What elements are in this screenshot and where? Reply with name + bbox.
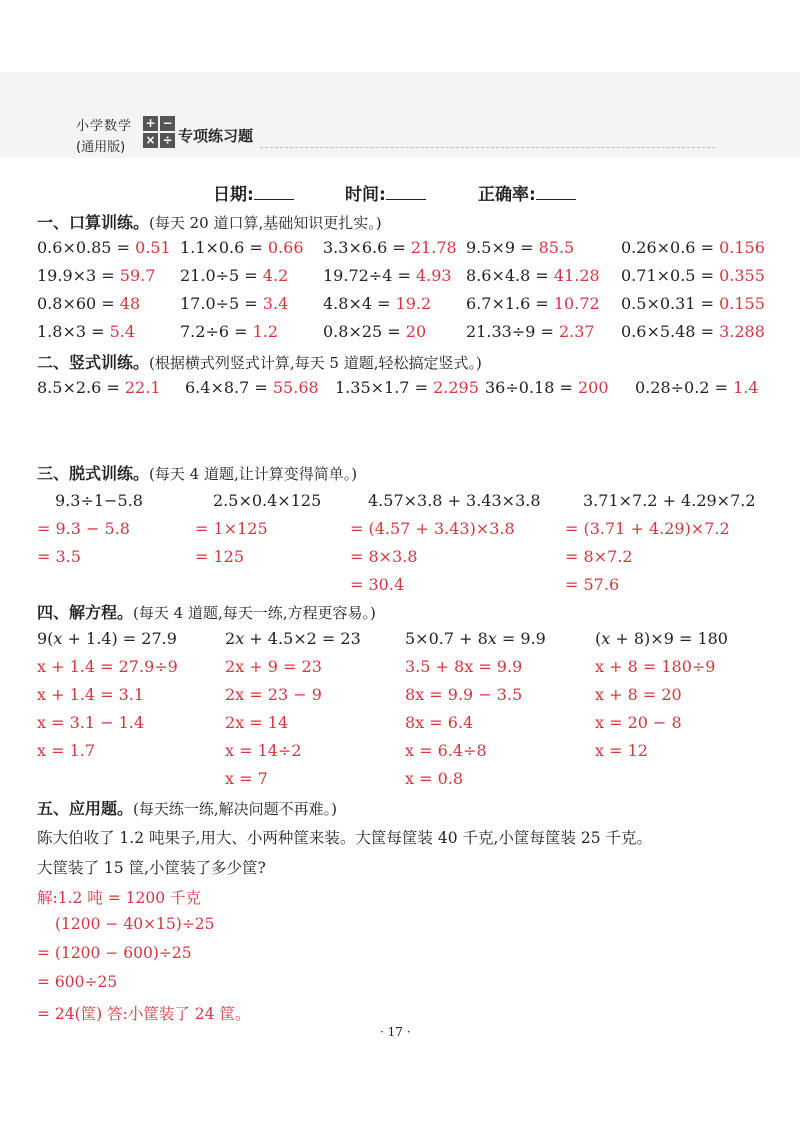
oral-answer: 59.7 xyxy=(119,266,156,285)
oral-question: 3.3×6.6 = xyxy=(323,238,411,257)
oral-question: 0.6×0.85 = xyxy=(37,238,136,257)
equation-step: x = 20 − 8 xyxy=(595,713,682,732)
section-word-heading xyxy=(37,796,337,819)
off-problem: 3.71×7.2 + 4.29×7.2 xyxy=(583,491,756,510)
oral-question: 21.0÷5 = xyxy=(180,266,263,285)
vertical-question: 8.5×2.6 = xyxy=(37,378,125,397)
equation-step: 2x = 23 − 9 xyxy=(225,685,322,704)
equation-problem xyxy=(37,629,177,648)
date-field xyxy=(213,180,294,205)
equation-step: x = 12 xyxy=(595,741,648,760)
off-step: = 1×125 xyxy=(195,519,268,538)
oral-answer: 4.93 xyxy=(415,266,452,285)
oral-answer: 3.4 xyxy=(262,294,289,313)
equation-problem-post: + 8)×9 = 180 xyxy=(610,629,728,648)
equation-step: x = 1.7 xyxy=(37,741,96,760)
oral-answer: 5.4 xyxy=(109,322,136,341)
equation-step: 8x = 6.4 xyxy=(405,713,474,732)
equation-step: x + 1.4 = 27.9÷9 xyxy=(37,657,178,676)
section-note: (每天 4 道题,每天一练,方程更容易。) xyxy=(133,604,376,622)
equation-problem-post: + 1.4) = 27.9 xyxy=(62,629,177,648)
off-step: = 9.3 − 5.8 xyxy=(37,519,130,538)
equation-step: x + 8 = 20 xyxy=(595,685,682,704)
oral-item xyxy=(37,322,135,341)
oral-answer: 41.28 xyxy=(553,266,600,285)
oral-question: 0.6×5.48 = xyxy=(621,322,720,341)
oral-question: 0.26×0.6 = xyxy=(621,238,720,257)
equation-variable: x xyxy=(235,629,245,648)
oral-question: 21.33÷9 = xyxy=(466,322,559,341)
oral-answer: 85.5 xyxy=(538,238,575,257)
minus-icon: − xyxy=(160,116,175,131)
times-icon: × xyxy=(143,133,158,148)
solution-line: = (1200 − 600)÷25 xyxy=(37,944,192,962)
vertical-item xyxy=(635,378,759,397)
oral-answer: 0.156 xyxy=(719,238,765,257)
equation-step: 3.5 + 8x = 9.9 xyxy=(405,657,523,676)
accuracy-field xyxy=(478,180,576,205)
equation-step: 2x + 9 = 23 xyxy=(225,657,322,676)
oral-item xyxy=(180,294,288,313)
oral-item xyxy=(621,322,765,341)
equation-problem xyxy=(595,629,728,648)
oral-item xyxy=(621,294,765,313)
oral-item xyxy=(323,322,426,341)
oral-item xyxy=(466,294,600,313)
oral-question: 19.9×3 = xyxy=(37,266,120,285)
section-note: (每天 4 道题,让计算变得简单。) xyxy=(149,465,358,483)
oral-answer: 48 xyxy=(119,294,141,313)
equation-variable: x xyxy=(487,629,497,648)
section-title: 四、解方程。 xyxy=(37,603,134,622)
oral-answer: 0.155 xyxy=(719,294,765,313)
header-divider xyxy=(260,147,715,148)
oral-question: 0.8×60 = xyxy=(37,294,120,313)
oral-question: 0.5×0.31 = xyxy=(621,294,720,313)
time-blank xyxy=(386,183,426,200)
oral-answer: 0.51 xyxy=(135,238,171,257)
oral-question: 8.6×4.8 = xyxy=(466,266,554,285)
oral-item xyxy=(37,238,171,257)
oral-question: 0.8×25 = xyxy=(323,322,406,341)
oral-item xyxy=(466,266,600,285)
operator-icons xyxy=(143,116,176,150)
topic-title: 专项练习题 xyxy=(178,127,254,145)
equation-problem-pre: ( xyxy=(595,629,602,648)
oral-item xyxy=(323,294,431,313)
off-problem: 2.5×0.4×125 xyxy=(213,491,322,510)
off-step: = (3.71 + 4.29)×7.2 xyxy=(565,519,730,538)
oral-answer: 3.288 xyxy=(719,322,765,341)
divide-icon: ÷ xyxy=(160,133,175,148)
oral-answer: 0.66 xyxy=(267,238,304,257)
equation-step: 2x = 14 xyxy=(225,713,289,732)
off-problem: 9.3÷1−5.8 xyxy=(55,491,143,510)
oral-item xyxy=(621,266,765,285)
oral-question: 6.7×1.6 = xyxy=(466,294,554,313)
equation-problem-post: + 4.5×2 = 23 xyxy=(244,629,361,648)
oral-item xyxy=(180,266,288,285)
oral-answer: 21.78 xyxy=(410,238,457,257)
off-step: = (4.57 + 3.43)×3.8 xyxy=(350,519,515,538)
series-title: 小学数学 xyxy=(76,119,133,134)
section-title: 三、脱式训练。 xyxy=(37,464,150,483)
section-title: 二、竖式训练。 xyxy=(37,353,150,372)
vertical-item xyxy=(185,378,319,397)
oral-question: 7.2÷6 = xyxy=(180,322,253,341)
equation-step: x + 1.4 = 3.1 xyxy=(37,685,145,704)
word-problem-line-1: 陈大伯收了 1.2 吨果子,用大、小两种筐来装。大筐每筐装 40 千克,小筐每筐装 25 千克。 xyxy=(37,829,653,847)
accuracy-label: 正确率: xyxy=(478,185,536,205)
oral-question: 9.5×9 = xyxy=(466,238,539,257)
section-vertical-heading xyxy=(37,350,482,373)
plus-icon: + xyxy=(143,116,158,131)
solution-line: 解:1.2 吨 = 1200 千克 xyxy=(37,889,202,907)
vertical-answer: 2.295 xyxy=(433,378,479,397)
solution-line: (1200 − 40×15)÷25 xyxy=(55,915,215,933)
section-oral-heading xyxy=(37,210,382,233)
off-problem: 4.57×3.8 + 3.43×3.8 xyxy=(368,491,541,510)
accuracy-blank xyxy=(536,183,576,200)
date-blank xyxy=(254,183,294,200)
vertical-question: 0.28÷0.2 = xyxy=(635,378,734,397)
equation-step: x = 3.1 − 1.4 xyxy=(37,713,145,732)
vertical-question: 36÷0.18 = xyxy=(485,378,578,397)
equation-step: x + 8 = 180÷9 xyxy=(595,657,716,676)
off-step: = 3.5 xyxy=(37,547,81,566)
word-problem-line-2: 大筐装了 15 筐,小筐装了多少筐? xyxy=(37,859,266,877)
section-note: (每天练一练,解决问题不再难。) xyxy=(133,800,337,818)
oral-answer: 1.2 xyxy=(252,322,279,341)
equation-problem-pre: 5×0.7 + 8 xyxy=(405,629,488,648)
vertical-answer: 55.68 xyxy=(272,378,319,397)
equation-step: x = 0.8 xyxy=(405,769,464,788)
equation-step: x = 14÷2 xyxy=(225,741,302,760)
off-step: = 125 xyxy=(195,547,245,566)
equation-problem-pre: 9( xyxy=(37,629,54,648)
vertical-item xyxy=(485,378,609,397)
oral-item xyxy=(323,238,457,257)
oral-item xyxy=(466,322,595,341)
section-off-heading xyxy=(37,461,357,484)
equation-variable: x xyxy=(53,629,63,648)
section-title: 一、口算训练。 xyxy=(37,213,150,232)
oral-question: 0.71×0.5 = xyxy=(621,266,720,285)
oral-item xyxy=(37,294,140,313)
series-edition: (通用版) xyxy=(76,140,126,155)
vertical-answer: 22.1 xyxy=(124,378,161,397)
equation-step: 8x = 9.9 − 3.5 xyxy=(405,685,523,704)
oral-answer: 19.2 xyxy=(395,294,432,313)
oral-question: 19.72÷4 = xyxy=(323,266,416,285)
time-field xyxy=(345,180,426,205)
oral-item xyxy=(180,238,304,257)
vertical-question: 1.35×1.7 = xyxy=(335,378,434,397)
off-step: = 8×7.2 xyxy=(565,547,633,566)
vertical-item xyxy=(335,378,479,397)
equation-step: x = 6.4÷8 xyxy=(405,741,487,760)
section-title: 五、应用题。 xyxy=(37,799,134,818)
time-label: 时间: xyxy=(345,185,386,205)
oral-answer: 4.2 xyxy=(262,266,289,285)
equation-variable: x xyxy=(601,629,611,648)
vertical-question: 6.4×8.7 = xyxy=(185,378,273,397)
oral-item xyxy=(37,266,155,285)
solution-line: = 600÷25 xyxy=(37,973,118,991)
off-step: = 30.4 xyxy=(350,575,405,594)
section-note: (每天 20 道口算,基础知识更扎实。) xyxy=(149,214,382,232)
equation-problem xyxy=(225,629,361,648)
equation-problem-post: = 9.9 xyxy=(496,629,546,648)
page-number: · 17 · xyxy=(380,1025,411,1039)
off-step: = 57.6 xyxy=(565,575,620,594)
equation-problem-pre: 2 xyxy=(225,629,236,648)
solution-line: = 24(筐) 答:小筐装了 24 筐。 xyxy=(37,1005,251,1023)
vertical-item xyxy=(37,378,161,397)
equation-step: x = 7 xyxy=(225,769,268,788)
oral-answer: 10.72 xyxy=(553,294,600,313)
oral-item xyxy=(180,322,278,341)
oral-question: 1.1×0.6 = xyxy=(180,238,268,257)
oral-item xyxy=(621,238,765,257)
section-note: (根据横式列竖式计算,每天 5 道题,轻松搞定竖式。) xyxy=(149,354,482,372)
oral-question: 4.8×4 = xyxy=(323,294,396,313)
vertical-answer: 1.4 xyxy=(733,378,759,397)
oral-question: 17.0÷5 = xyxy=(180,294,263,313)
oral-question: 1.8×3 = xyxy=(37,322,110,341)
oral-item xyxy=(466,238,574,257)
oral-item xyxy=(323,266,452,285)
oral-answer: 2.37 xyxy=(558,322,595,341)
equation-problem xyxy=(405,629,546,648)
vertical-answer: 200 xyxy=(577,378,609,397)
section-equation-heading xyxy=(37,600,376,623)
off-step: = 8×3.8 xyxy=(350,547,418,566)
oral-answer: 0.355 xyxy=(719,266,765,285)
date-label: 日期: xyxy=(213,185,254,205)
oral-answer: 20 xyxy=(405,322,427,341)
